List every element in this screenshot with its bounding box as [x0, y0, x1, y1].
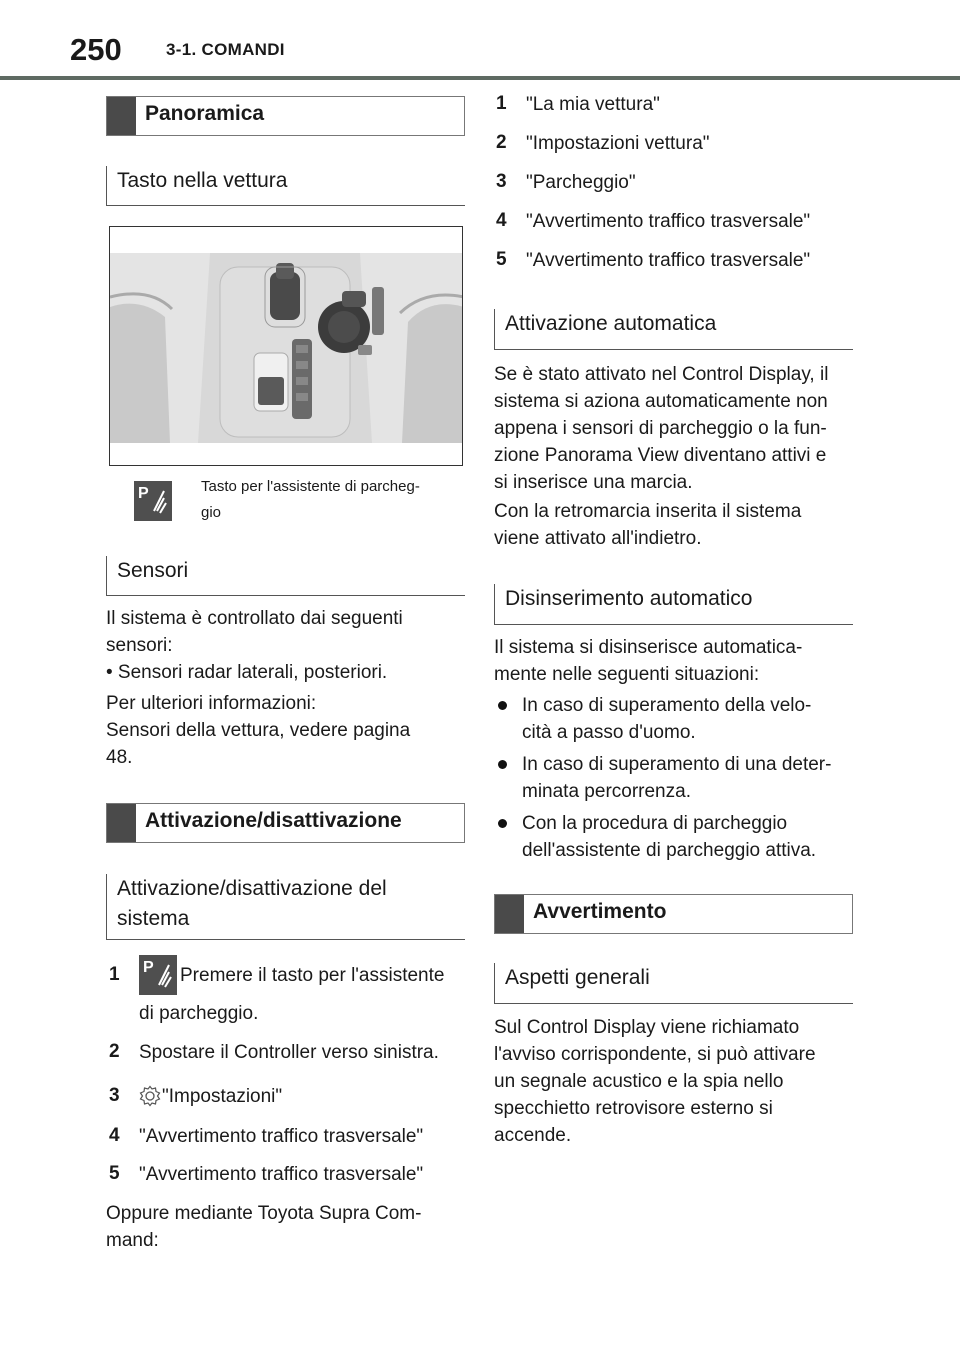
- bullet-dot: [498, 760, 507, 769]
- retromarcia-paragraph: [494, 498, 854, 552]
- text-line: Oppure mediante Toyota Supra Com-: [106, 1203, 422, 1224]
- parking-assist-icon: [134, 481, 172, 521]
- subheading-text: sistema: [117, 907, 190, 930]
- step-text: "Parcheggio": [526, 172, 636, 193]
- text-line: • Sensori radar laterali, posteriori.: [106, 662, 388, 683]
- bullet-dot: [498, 819, 507, 828]
- text-line: Se è stato attivato nel Control Display, il: [494, 364, 829, 385]
- step-text: "Avvertimento traffico trasversale": [526, 211, 811, 232]
- subheading-attivazione-sistema: [106, 874, 465, 940]
- text-line: sensori:: [106, 635, 173, 656]
- bullet-dot: [498, 701, 507, 710]
- step-text: "Impostazioni vettura": [526, 133, 710, 154]
- text-line: 48.: [106, 747, 133, 768]
- step-number: 2: [496, 132, 507, 153]
- chapter-title: 3-1. COMANDI: [166, 40, 285, 59]
- text-line: sistema si aziona automaticamente non: [494, 391, 828, 412]
- text-line: mente nelle seguenti situazioni:: [494, 664, 760, 685]
- subheading-text: Sensori: [117, 559, 189, 582]
- step-text: Premere il tasto per l'assistente: [180, 965, 445, 986]
- subheading-attivazione-automatica: [494, 309, 853, 350]
- step-number: 1: [109, 964, 120, 985]
- figure-caption: [201, 474, 420, 526]
- gear-icon: [139, 1085, 161, 1107]
- heading-text: Panoramica: [145, 102, 265, 125]
- heading-text: Avvertimento: [533, 900, 667, 923]
- text-line: In caso di superamento di una deter-: [522, 754, 832, 775]
- text-line: specchietto retrovisore esterno si: [494, 1098, 773, 1119]
- aspetti-paragraph: [494, 1014, 854, 1149]
- oppure-paragraph: [106, 1200, 466, 1254]
- subheading-tasto: [106, 166, 465, 206]
- step-text: "Avvertimento traffico trasversale": [139, 1126, 424, 1147]
- step-text: "La mia vettura": [526, 94, 660, 115]
- subheading-text: Tasto nella vettura: [117, 169, 288, 192]
- text-line: accende.: [494, 1125, 572, 1146]
- sensori-paragraph: [106, 605, 466, 686]
- step-text: di parcheggio.: [139, 1003, 259, 1024]
- console-illustration: [109, 226, 463, 466]
- step-text: Spostare il Controller verso sinistra.: [139, 1042, 439, 1063]
- console-drawing: [110, 227, 463, 466]
- subheading-text: Aspetti generali: [505, 966, 650, 989]
- bullet-text: [522, 810, 816, 864]
- heading-bar: [495, 895, 524, 933]
- text-line: Con la procedura di parcheggio: [522, 813, 788, 834]
- step-number: 5: [496, 249, 507, 270]
- bullet-text: [522, 751, 831, 805]
- step-number: 4: [496, 210, 507, 231]
- text-line: Con la retromarcia inserita il sistema: [494, 501, 802, 522]
- attivazione-auto-paragraph: [494, 361, 854, 496]
- text-line: cità a passo d'uomo.: [522, 722, 696, 743]
- text-line: l'avviso corrispondente, si può attivare: [494, 1044, 816, 1065]
- text-line: un segnale acustico e la spia nello: [494, 1071, 784, 1092]
- text-line: zione Panorama View diventano attivi e: [494, 445, 827, 466]
- heading-text: Attivazione/disattivazione: [145, 809, 402, 832]
- step-number: 5: [109, 1163, 120, 1184]
- caption-line: gio: [201, 504, 222, 521]
- text-line: Sul Control Display viene richiamato: [494, 1017, 800, 1038]
- subheading-disinserimento: [494, 584, 853, 625]
- text-line: In caso di superamento della velo-: [522, 695, 812, 716]
- subheading-text: Disinserimento automatico: [505, 587, 753, 610]
- text-line: appena i sensori di parcheggio o la fun-: [494, 418, 827, 439]
- parking-icon-letter: P: [143, 959, 154, 976]
- subheading-sensori: [106, 556, 465, 596]
- text-line: Per ulteriori informazioni:: [106, 693, 317, 714]
- text-line: dell'assistente di parcheggio attiva.: [522, 840, 817, 861]
- text-line: Il sistema si disinserisce automatica-: [494, 637, 803, 658]
- heading-panoramica: [106, 96, 465, 136]
- header-rule: [0, 76, 960, 80]
- parking-icon-waves: [139, 955, 177, 995]
- heading-attivazione: [106, 803, 465, 843]
- text-line: viene attivato all'indietro.: [494, 528, 702, 549]
- step-number: 3: [109, 1085, 120, 1106]
- step-number: 4: [109, 1125, 120, 1146]
- sensori-more-info: [106, 690, 466, 771]
- disinserimento-paragraph: [494, 634, 854, 688]
- heading-bar: [107, 804, 136, 842]
- parking-icon-waves: [134, 481, 172, 521]
- parking-assist-icon: [139, 955, 177, 995]
- heading-avvertimento: [494, 894, 853, 934]
- step-number: 2: [109, 1041, 120, 1062]
- heading-bar: [107, 97, 136, 135]
- subheading-aspetti: [494, 963, 853, 1004]
- step-text: "Avvertimento traffico trasversale": [526, 250, 811, 271]
- step-text: "Impostazioni": [162, 1086, 283, 1107]
- step-number: 1: [496, 93, 507, 114]
- subheading-text: Attivazione automatica: [505, 312, 717, 335]
- step-text: "Avvertimento traffico trasversale": [139, 1164, 424, 1185]
- text-line: si inserisce una marcia.: [494, 472, 693, 493]
- text-line: Sensori della vettura, vedere pagina: [106, 720, 411, 741]
- page-header: [0, 0, 960, 80]
- page-number: 250: [70, 32, 122, 67]
- text-line: Il sistema è controllato dai seguenti: [106, 608, 403, 629]
- caption-line: Tasto per l'assistente di parcheg-: [201, 478, 420, 495]
- text-line: mand:: [106, 1230, 159, 1251]
- text-line: minata percorrenza.: [522, 781, 691, 802]
- parking-icon-letter: P: [138, 485, 149, 502]
- step-number: 3: [496, 171, 507, 192]
- subheading-text: Attivazione/disattivazione del: [117, 877, 387, 900]
- bullet-text: [522, 692, 811, 746]
